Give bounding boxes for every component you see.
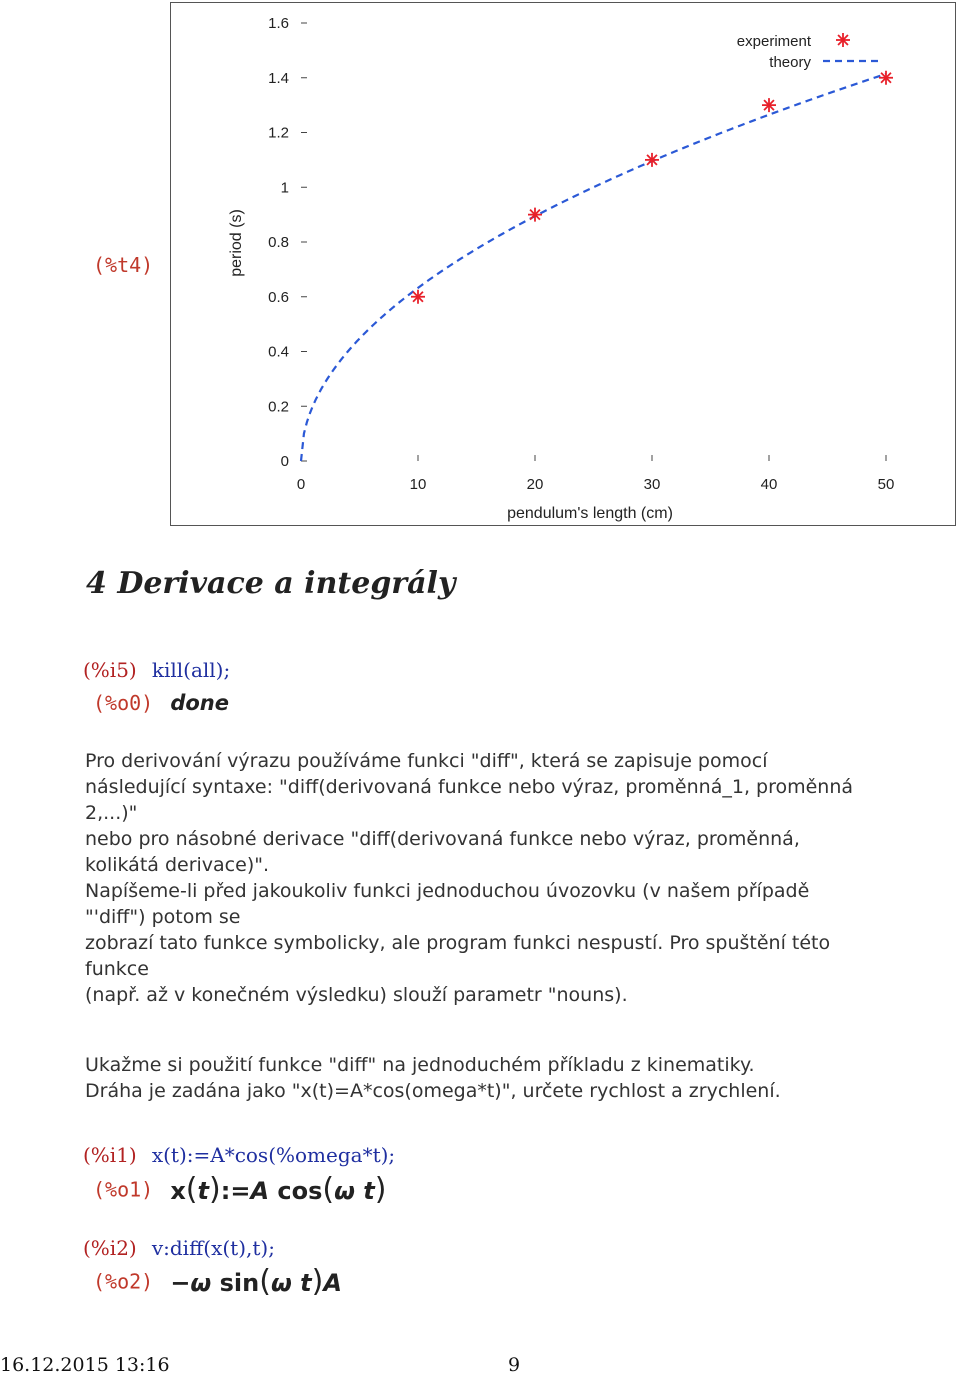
text-line: 2,...)" <box>85 802 138 824</box>
text-line: funkce <box>85 958 149 980</box>
output-cell-o0 <box>93 691 229 715</box>
experiment-point <box>528 208 542 222</box>
text-line: Ukažme si použití funkce "diff" na jednoduchém příkladu z kinematiky. <box>85 1054 755 1076</box>
theory-curve <box>301 74 886 461</box>
pendulum-plot <box>171 3 957 527</box>
section-heading: 4 Derivace a integrály <box>86 566 456 601</box>
output-label-t4: (%t4) <box>93 253 154 277</box>
input-code[interactable]: v:diff(x(t),t); <box>151 1236 275 1260</box>
y-tick-label: 1.4 <box>268 69 289 87</box>
footer-page-number: 9 <box>508 1354 521 1376</box>
x-axis-label: pendulum's length (cm) <box>507 505 673 522</box>
input-label: (%i5) <box>83 658 137 682</box>
text-line: kolikátá derivace)". <box>85 854 270 876</box>
y-axis-label: period (s) <box>228 209 245 277</box>
x-tick-label: 40 <box>760 476 778 493</box>
x-tick-label: 30 <box>643 476 661 493</box>
x-tick-label: 10 <box>409 476 427 493</box>
y-tick-label: 0.6 <box>268 288 289 306</box>
legend-experiment-label: experiment <box>736 33 811 50</box>
text-line: Pro derivování výrazu používáme funkci "diff", která se zapisuje pomocí <box>85 750 768 772</box>
text-line: Dráha je zadána jako "x(t)=A*cos(omega*t)", určete rychlost a zrychlení. <box>85 1080 781 1102</box>
x-tick-label: 0 <box>296 476 306 493</box>
output-cell-o1 <box>93 1172 387 1207</box>
paragraph-diff-syntax <box>85 748 853 1008</box>
text-line: následující syntaxe: "diff(derivovaná funkce nebo výraz, proměnná_1, proměnná <box>85 776 854 798</box>
y-tick-label: 1.6 <box>268 15 289 32</box>
x-tick-label: 20 <box>526 476 544 493</box>
experiment-point <box>879 71 893 85</box>
output-value: done <box>170 691 229 715</box>
text-line: Napíšeme-li před jakoukoliv funkci jednoduchou úvozovku (v našem případě <box>85 880 810 902</box>
input-cell-i2[interactable] <box>83 1236 275 1260</box>
experiment-point <box>411 290 425 304</box>
y-tick-label: 1 <box>280 179 289 197</box>
output-label: (%o0) <box>93 691 154 715</box>
y-tick-label: 0.4 <box>268 343 289 361</box>
experiment-point <box>762 98 776 112</box>
legend-theory-label: theory <box>769 54 811 71</box>
input-cell-i1[interactable] <box>83 1143 395 1167</box>
output-formula-velocity: −ω sin(ω t)A <box>170 1264 342 1299</box>
output-label: (%o2) <box>93 1269 154 1294</box>
output-label: (%o1) <box>93 1177 154 1202</box>
output-cell-o2 <box>93 1264 342 1299</box>
input-label: (%i2) <box>83 1236 137 1260</box>
legend-experiment-marker <box>836 33 850 47</box>
text-line: zobrazí tato funkce symbolicky, ale program funkci nespustí. Pro spuštění této <box>85 932 831 954</box>
input-code[interactable]: kill(all); <box>151 658 231 682</box>
input-cell-i5[interactable] <box>83 658 230 682</box>
text-line: "'diff") potom se <box>85 906 241 928</box>
input-code[interactable]: x(t):=A*cos(%omega*t); <box>151 1143 396 1167</box>
paragraph-kinematics-example <box>85 1052 781 1104</box>
footer-datetime: 16.12.2015 13:16 <box>0 1354 170 1376</box>
y-tick-label: 0.2 <box>268 398 289 416</box>
y-tick-label: 1.2 <box>268 124 289 142</box>
text-line: nebo pro násobné derivace "diff(derivovaná funkce nebo výraz, proměnná, <box>85 828 800 850</box>
y-tick-label: 0.8 <box>268 234 289 251</box>
y-tick-label: 0 <box>280 453 289 470</box>
text-line: (např. až v konečném výsledku) slouží parametr "nouns). <box>85 984 628 1006</box>
output-formula-x-definition: x(t):=A cos(ω t) <box>170 1172 387 1207</box>
x-tick-label: 50 <box>877 476 895 493</box>
input-label: (%i1) <box>83 1143 137 1167</box>
plot-frame <box>170 2 956 526</box>
experiment-point <box>645 153 659 167</box>
